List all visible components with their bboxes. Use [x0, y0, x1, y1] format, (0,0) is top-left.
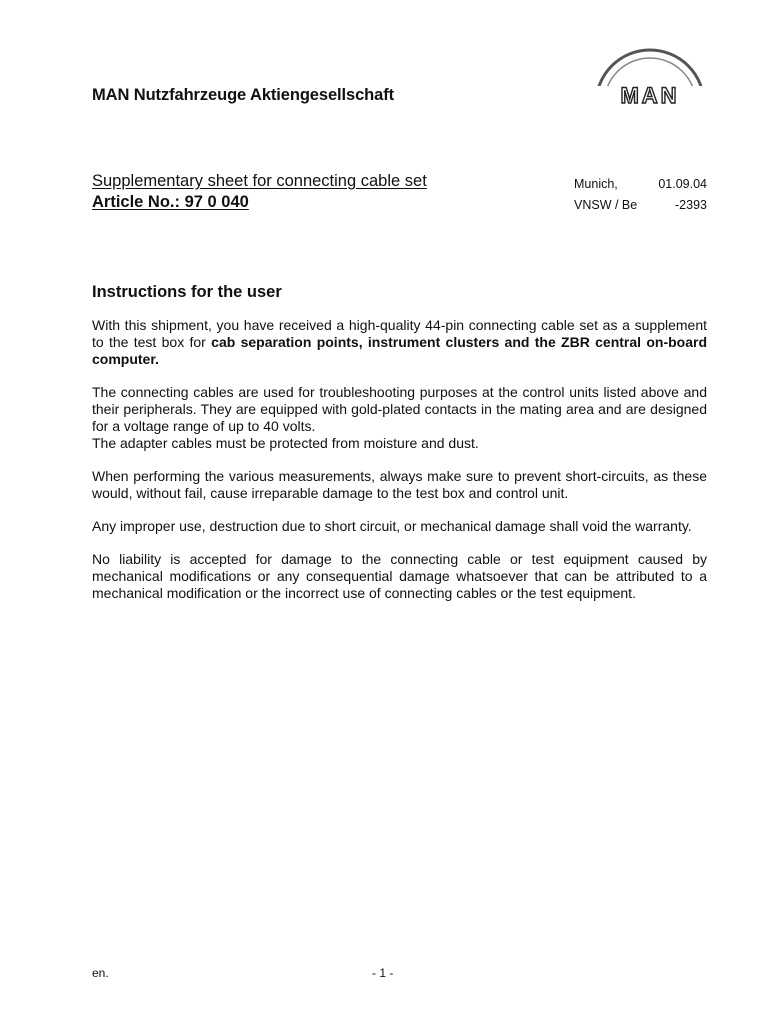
document-subject: Supplementary sheet for connecting cable set — [92, 172, 427, 190]
paragraph-bold-text: cab separation points, instrument clusters and the ZBR central on-board computer. — [92, 334, 707, 367]
paragraph-measurements: When performing the various measurements, always make sure to prevent short-circuits, as these would, without fail, cause irreparable damage to the test box and control unit. — [92, 468, 707, 501]
meta-department: VNSW / Be — [574, 198, 638, 212]
paragraph-text: With this shipment, you have received a high-quality 44-pin connecting cable set as a supplement to the test box for — [92, 317, 707, 350]
paragraph-warranty: Any improper use, destruction due to short circuit, or mechanical damage shall void the warranty. — [92, 518, 692, 534]
logo-text: MAN — [620, 83, 680, 108]
paragraph-liability: No liability is accepted for damage to the connecting cable or test equipment caused by mechanical modifications or any consequential damage whatsoever that can be attributed to a mechanical modification or the incorrect use of connecting cables or the test equipment. — [92, 551, 707, 601]
paragraph-protection: The adapter cables must be protected from moisture and dust. — [92, 435, 479, 451]
article-number: Article No.: 97 0 040 — [92, 193, 249, 211]
man-logo-icon — [590, 42, 710, 108]
paragraph-cables: The connecting cables are used for troubleshooting purposes at the control units listed above and their peripherals. They are equipped with gold-plated contacts in the mating area and are designed for a voltage range of up to 40 volts. — [92, 384, 707, 434]
meta-reference: -2393 — [675, 198, 707, 212]
footer-language: en. — [92, 966, 109, 980]
section-heading: Instructions for the user — [92, 283, 282, 301]
meta-city: Munich, — [574, 177, 618, 191]
document-body — [92, 317, 707, 618]
paragraph-shipment — [92, 317, 707, 368]
meta-date: 01.09.04 — [658, 177, 707, 191]
footer-page-number: - 1 - — [372, 966, 394, 980]
company-name: MAN Nutzfahrzeuge Aktiengesellschaft — [92, 86, 395, 104]
